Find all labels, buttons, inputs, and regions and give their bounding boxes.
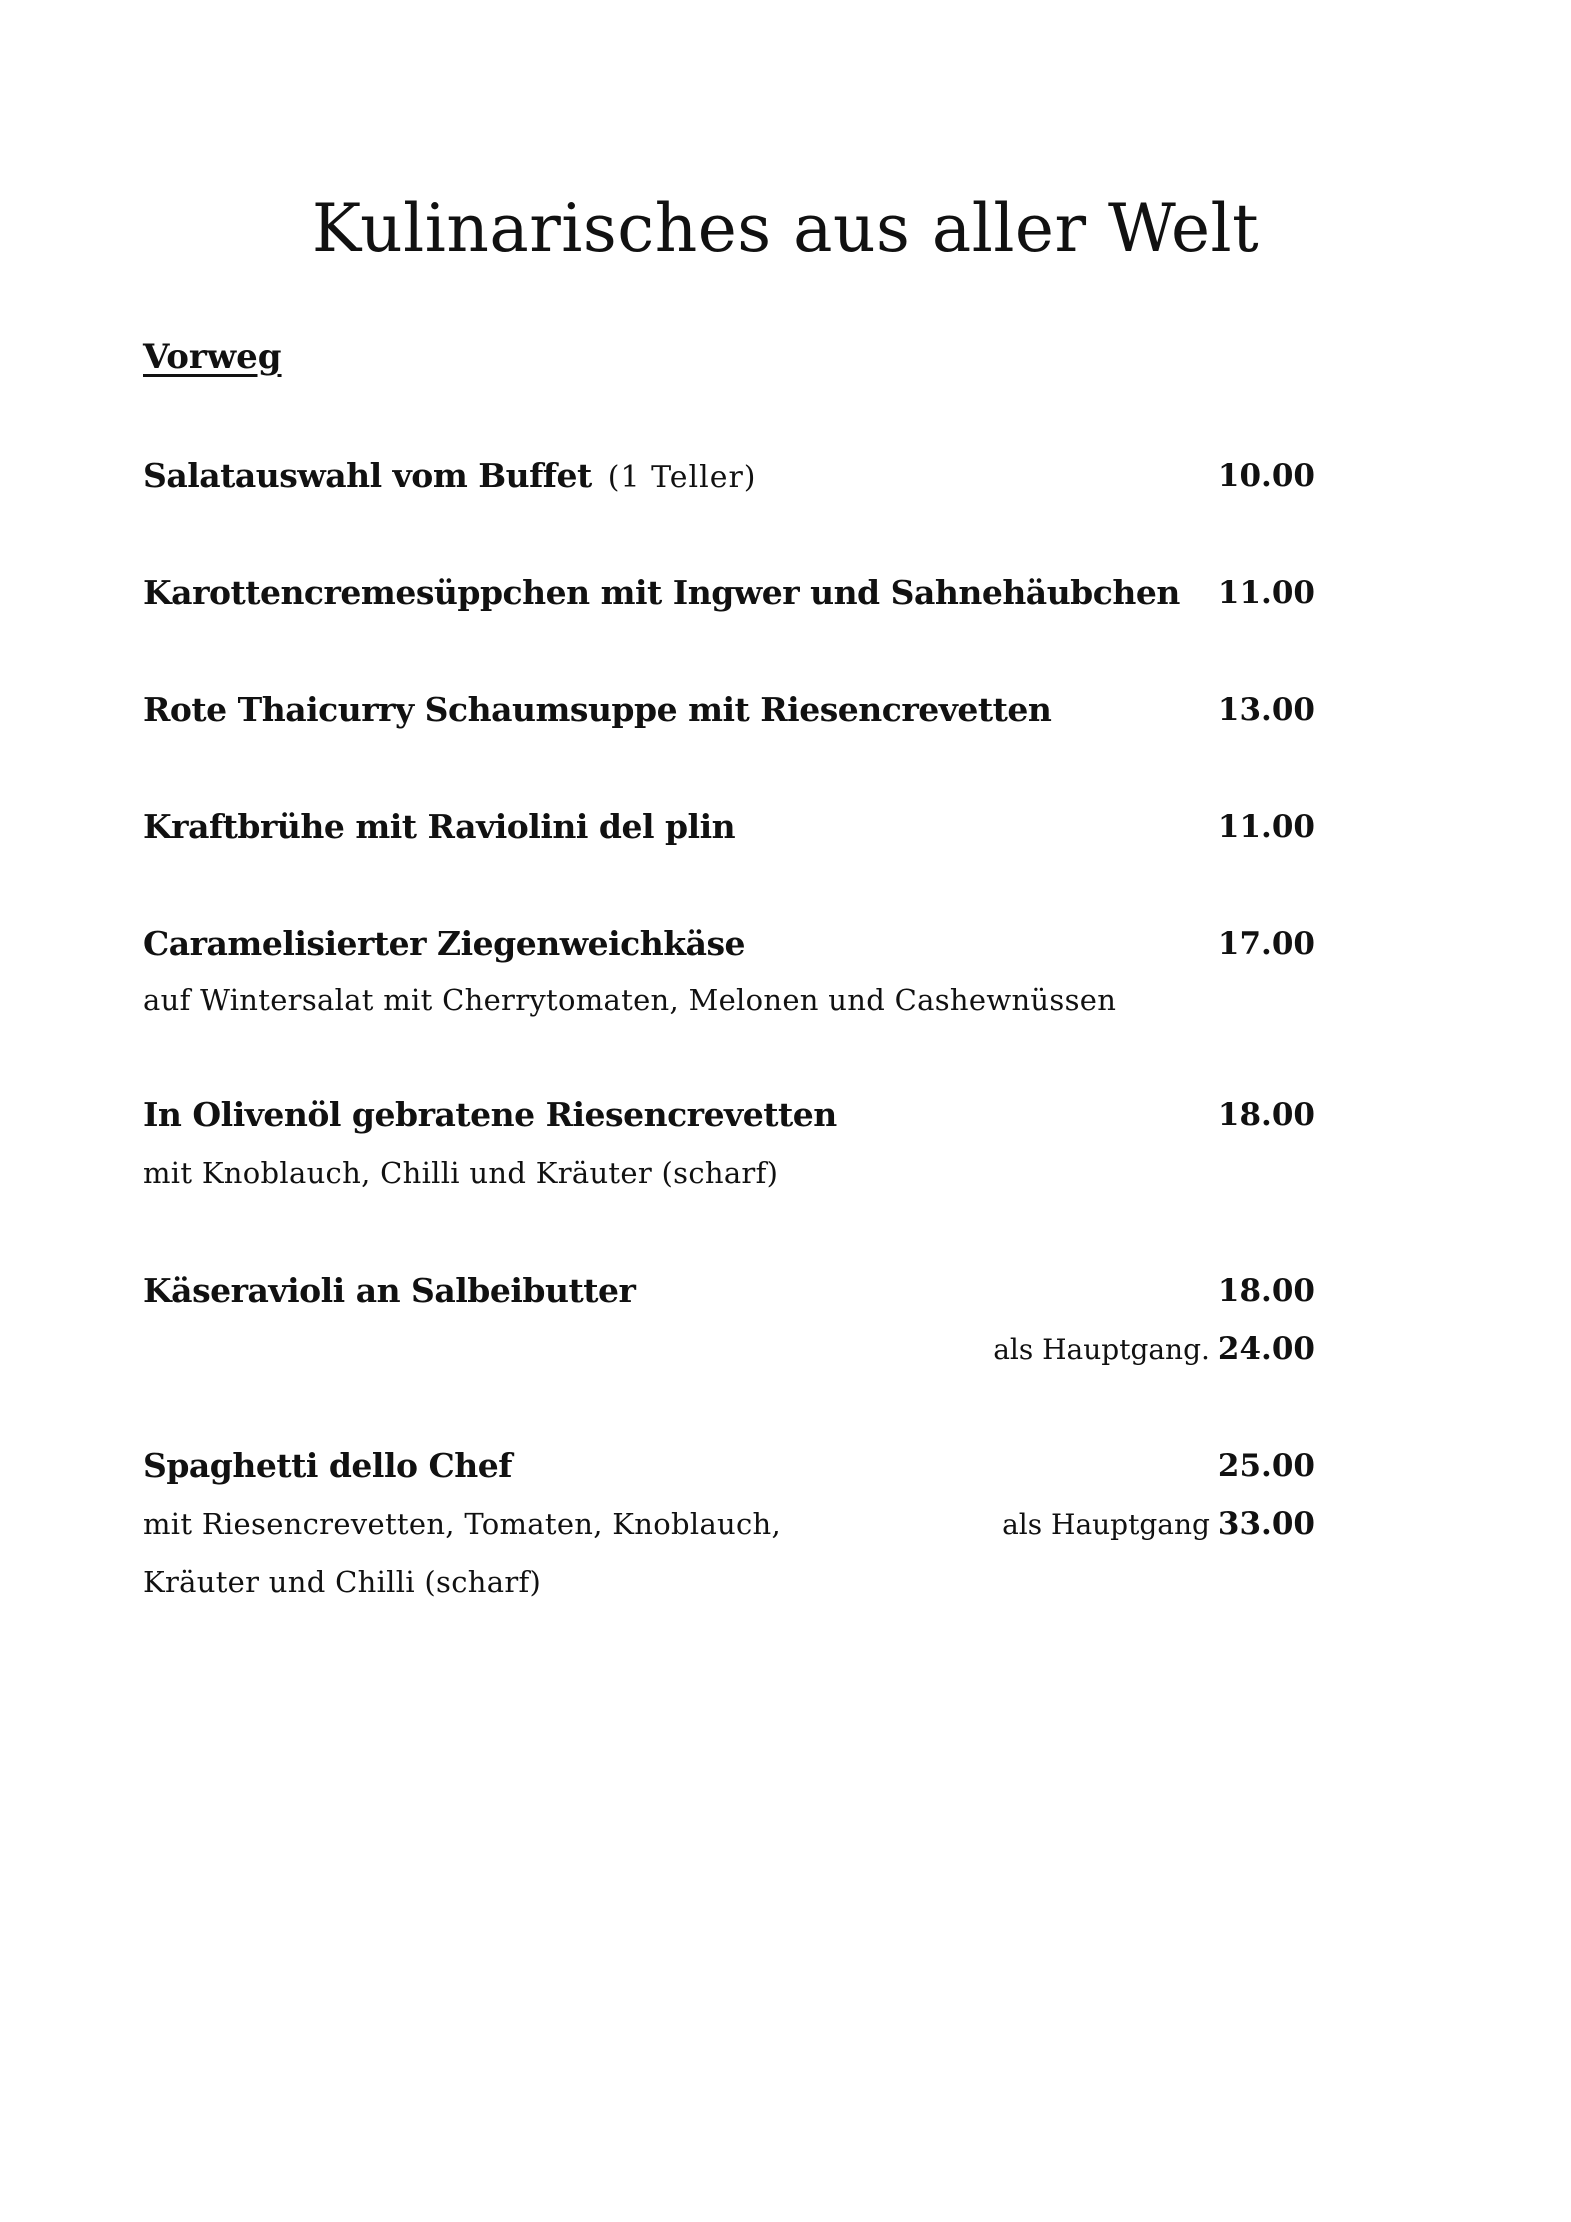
- menu-item: [143, 452, 1315, 500]
- dish-price: 10.00: [1217, 458, 1315, 494]
- dish-price: 13.00: [1217, 692, 1315, 728]
- main-course-price: 24.00: [1217, 1331, 1315, 1367]
- menu-item: [143, 686, 1315, 734]
- dish-name: In Olivenöl gebratene Riesencrevetten: [143, 1095, 837, 1134]
- dish-name: Caramelisierter Ziegenweichkäse: [143, 924, 746, 963]
- dish-price: 25.00: [1217, 1448, 1315, 1484]
- dish-description: mit Riesencrevetten, Tomaten, Knoblauch,: [143, 1507, 782, 1541]
- menu-item: [143, 1091, 1315, 1190]
- main-course-label: als Hauptgang.: [993, 1333, 1210, 1366]
- menu-item: [143, 1442, 1315, 1599]
- menu-item: [143, 569, 1315, 617]
- dish-price: 11.00: [1217, 809, 1315, 845]
- dish-name: Rote Thaicurry Schaumsuppe mit Riesencrevetten: [143, 690, 1052, 729]
- dish-description: auf Wintersalat mit Cherrytomaten, Melonen und Cashewnüssen: [143, 983, 1117, 1017]
- dish-name: Spaghetti dello Chef: [143, 1446, 512, 1485]
- menu-item: [143, 920, 1315, 1017]
- dish-note: (1 Teller): [607, 460, 757, 495]
- dish-description: Kräuter und Chilli (scharf): [143, 1565, 542, 1599]
- main-course-price: 33.00: [1217, 1506, 1315, 1542]
- dish-price: 17.00: [1217, 926, 1315, 962]
- dish-name: Kraftbrühe mit Raviolini del plin: [143, 807, 736, 846]
- page-title: Kulinarisches aus aller Welt: [311, 190, 1260, 267]
- main-course-price-line: [1002, 1500, 1315, 1549]
- menu-item: [143, 803, 1315, 851]
- main-course-label: als Hauptgang: [1002, 1508, 1210, 1541]
- menu-item: [143, 1267, 1315, 1373]
- dish-price: 18.00: [1217, 1097, 1315, 1133]
- dish-name: Käseravioli an Salbeibutter: [143, 1271, 636, 1310]
- dish-description: mit Knoblauch, Chilli und Kräuter (scharf): [143, 1156, 779, 1190]
- dish-name: Salatauswahl vom Buffet (1 Teller): [143, 456, 757, 495]
- dish-price: 18.00: [1217, 1273, 1315, 1309]
- main-course-price-line: [993, 1325, 1315, 1374]
- dish-price: 11.00: [1217, 575, 1315, 611]
- section-heading: Vorweg: [143, 337, 282, 377]
- dish-name: Karottencremesüppchen mit Ingwer und Sahnehäubchen: [143, 573, 1180, 612]
